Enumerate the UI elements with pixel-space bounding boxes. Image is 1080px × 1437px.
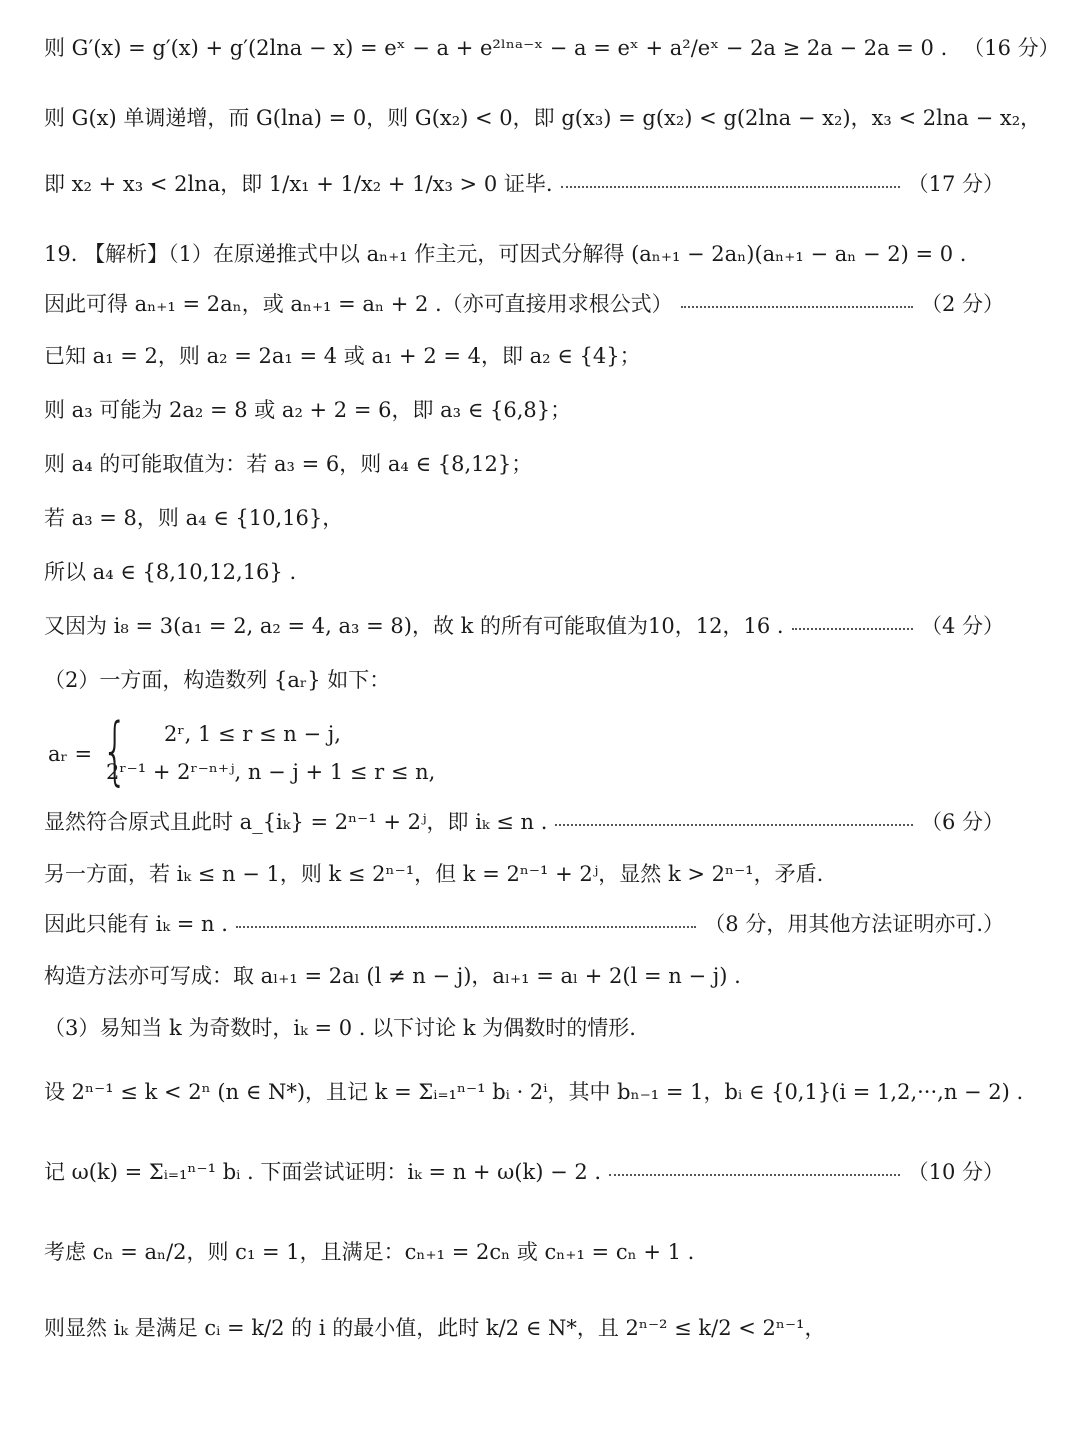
- line-text: 已知 a₁ = 2，则 a₂ = 2a₁ = 4 或 a₁ + 2 = 4，即 a₂ ∈ {4}；: [44, 344, 641, 368]
- score-points: （8 分，用其他方法证明亦可.）: [704, 912, 1004, 936]
- line-11: [44, 614, 1004, 639]
- piecewise-case-1: 2ʳ, 1 ≤ r ≤ n − j,: [164, 722, 341, 746]
- score-points: （16 分）: [963, 36, 1060, 60]
- line-10: [44, 560, 1004, 585]
- line-2: [44, 106, 1042, 131]
- score-points: （17 分）: [907, 172, 1004, 196]
- line-text: 显然符合原式且此时 a_{iₖ} = 2ⁿ⁻¹ + 2ʲ，即 iₖ ≤ n .: [44, 810, 548, 834]
- line-text: 记 ω(k) = Σᵢ₌₁ⁿ⁻¹ bᵢ . 下面尝试证明：iₖ = n + ω(k) − 2 .: [44, 1160, 602, 1184]
- line-8: [44, 452, 1004, 477]
- line-text: （3）易知当 k 为奇数时，iₖ = 0 . 以下讨论 k 为偶数时的情形.: [44, 1016, 636, 1040]
- leader-dots: [236, 926, 696, 928]
- leader-dots: [609, 1174, 900, 1176]
- line-text: 即 x₂ + x₃ < 2lna，即 1/x₁ + 1/x₂ + 1/x₃ > 0 证毕.: [44, 172, 553, 196]
- line-text: 则显然 iₖ 是满足 cᵢ = k/2 的 i 的最小值，此时 k/2 ∈ N*，且 2ⁿ⁻² ≤ k/2 < 2ⁿ⁻¹，: [44, 1316, 826, 1340]
- piecewise-label: aᵣ =: [48, 742, 93, 766]
- score-points: （10 分）: [907, 1160, 1004, 1184]
- line-14: [44, 862, 1004, 887]
- line-text: 又因为 i₈ = 3(a₁ = 2, a₂ = 4, a₃ = 8)，故 k 的所有可能取值为10，12，16 .: [44, 614, 784, 638]
- line-text: （2）一方面，构造数列 {aᵣ} 如下：: [44, 668, 391, 692]
- score-points: （4 分）: [920, 614, 1004, 638]
- leader-dots: [681, 306, 913, 308]
- piecewise-case-2: 2ʳ⁻¹ + 2ʳ⁻ⁿ⁺ʲ, n − j + 1 ≤ r ≤ n,: [106, 760, 436, 784]
- score-points: （6 分）: [920, 810, 1004, 834]
- leader-dots: [561, 186, 900, 188]
- line-6: [44, 344, 1004, 369]
- line-text: 所以 a₄ ∈ {8,10,12,16} .: [44, 560, 297, 584]
- line-text: 19. 【解析】（1）在原递推式中以 aₙ₊₁ 作主元，可因式分解得 (aₙ₊₁ − 2aₙ)(aₙ₊₁ − aₙ − 2) = 0 .: [44, 242, 967, 266]
- line-16: [44, 964, 1004, 989]
- line-18: [44, 1080, 1024, 1105]
- line-text: 另一方面，若 iₖ ≤ n − 1，则 k ≤ 2ⁿ⁻¹，但 k = 2ⁿ⁻¹ + 2ʲ，显然 k > 2ⁿ⁻¹，矛盾.: [44, 862, 824, 886]
- line-20: [44, 1240, 1004, 1265]
- score-points: （2 分）: [920, 292, 1004, 316]
- line-text: 考虑 cₙ = aₙ/2，则 c₁ = 1，且满足：cₙ₊₁ = 2cₙ 或 cₙ₊₁ = cₙ + 1 .: [44, 1240, 695, 1264]
- line-9: [44, 506, 1004, 531]
- line-21: [44, 1316, 1004, 1341]
- line-text: 因此只能有 iₖ = n .: [44, 912, 228, 936]
- line-13: [44, 810, 1004, 835]
- line-text: 则 G′(x) = g′(x) + g′(2lna − x) = eˣ − a + e²ˡⁿᵃ⁻ˣ − a = eˣ + a²/eˣ − 2a ≥ 2a − 2a = 0 .: [44, 36, 948, 60]
- line-17: [44, 1016, 1004, 1041]
- left-brace: {: [102, 708, 128, 794]
- line-4: [44, 242, 1004, 267]
- line-1: [44, 36, 1060, 61]
- line-text: 因此可得 aₙ₊₁ = 2aₙ，或 aₙ₊₁ = aₙ + 2 .（亦可直接用求根公式）: [44, 292, 673, 316]
- line-15: [44, 912, 1004, 937]
- leader-dots: [792, 628, 913, 630]
- line-text: 若 a₃ = 8，则 a₄ ∈ {10,16}，: [44, 506, 344, 530]
- piecewise-definition: [44, 708, 544, 796]
- line-12: [44, 668, 1004, 693]
- line-text: 构造方法亦可写成：取 aₗ₊₁ = 2aₗ (l ≠ n − j)，aₗ₊₁ = aₗ + 2(l = n − j) .: [44, 964, 741, 988]
- leader-dots: [555, 824, 913, 826]
- line-text: 设 2ⁿ⁻¹ ≤ k < 2ⁿ (n ∈ N*)，且记 k = Σᵢ₌₁ⁿ⁻¹ bᵢ · 2ⁱ，其中 bₙ₋₁ = 1，bᵢ ∈ {0,1}(i = 1,2,···,n − 2) .: [44, 1080, 1024, 1104]
- line-3: [44, 172, 1004, 197]
- line-19: [44, 1160, 1004, 1185]
- line-text: 则 a₃ 可能为 2a₂ = 8 或 a₂ + 2 = 6，即 a₃ ∈ {6,8}；: [44, 398, 572, 422]
- line-text: 则 G(x) 单调递增，而 G(lna) = 0，则 G(x₂) < 0，即 g(x₃) = g(x₂) < g(2lna − x₂)，x₃ < 2lna − x₂，: [44, 106, 1042, 130]
- line-7: [44, 398, 1004, 423]
- line-text: 则 a₄ 的可能取值为：若 a₃ = 6，则 a₄ ∈ {8,12}；: [44, 452, 533, 476]
- line-5: [44, 292, 1004, 317]
